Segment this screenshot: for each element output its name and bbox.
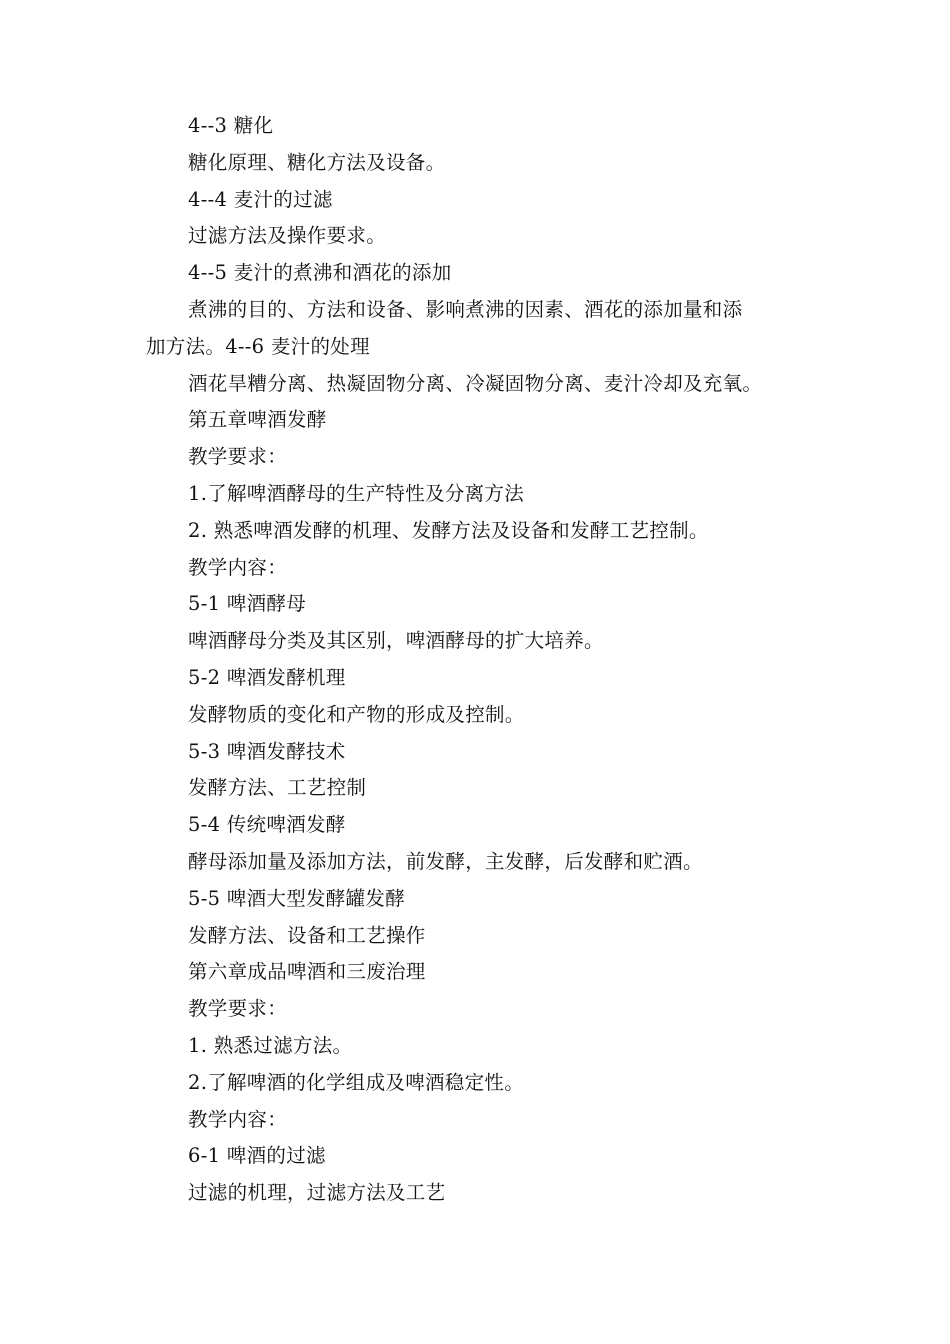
paragraph-text: 发酵方法、工艺控制 — [188, 776, 367, 800]
teaching-requirements-label: 教学要求： — [188, 445, 288, 469]
teaching-content-label: 教学内容： — [188, 555, 288, 579]
paragraph-text: 酵母添加量及添加方法，前发酵，主发酵，后发酵和贮酒。 — [188, 849, 703, 873]
paragraph-text: 过滤方法及操作要求。 — [188, 224, 387, 248]
teaching-requirements-label: 教学要求： — [188, 997, 288, 1021]
list-item: 1.了解啤酒酵母的生产特性及分离方法 — [188, 481, 525, 505]
section-heading-4-4: 4--4 麦汁的过滤 — [188, 187, 333, 211]
paragraph-text: 发酵方法、设备和工艺操作 — [188, 923, 426, 947]
paragraph-text: 发酵物质的变化和产物的形成及控制。 — [188, 702, 525, 726]
paragraph-text: 酒花旱糟分离、热凝固物分离、冷凝固物分离、麦汁冷却及充氧。 — [188, 371, 763, 395]
section-heading-5-3: 5-3 啤酒发酵技术 — [188, 739, 346, 763]
section-heading-5-4: 5-4 传统啤酒发酵 — [188, 813, 346, 837]
chapter-heading-6: 第六章成品啤酒和三废治理 — [188, 960, 426, 984]
paragraph-text: 过滤的机理，过滤方法及工艺 — [188, 1181, 446, 1205]
wrapped-paragraph — [146, 292, 826, 366]
paragraph-line-1: 煮沸的目的、方法和设备、影响煮沸的因素、酒花的添加量和添 — [188, 297, 743, 321]
list-item: 2.了解啤酒的化学组成及啤酒稳定性。 — [188, 1070, 525, 1094]
section-heading-4-3: 4--3 糖化 — [188, 114, 274, 137]
section-heading-5-2: 5-2 啤酒发酵机理 — [188, 665, 346, 689]
teaching-content-label: 教学内容： — [188, 1107, 288, 1131]
document-body — [146, 108, 826, 1212]
paragraph-text: 啤酒酵母分类及其区别，啤酒酵母的扩大培养。 — [188, 629, 604, 653]
section-heading-6-1: 6-1 啤酒的过滤 — [188, 1144, 326, 1168]
section-heading-5-1: 5-1 啤酒酵母 — [188, 592, 307, 616]
section-heading-4-5: 4--5 麦汁的煮沸和酒花的添加 — [188, 261, 452, 285]
chapter-heading-5: 第五章啤酒发酵 — [188, 408, 327, 432]
paragraph-text: 糖化原理、糖化方法及设备。 — [188, 150, 446, 174]
section-heading-5-5: 5-5 啤酒大型发酵罐发酵 — [188, 886, 406, 910]
paragraph-line-2: 加方法。4--6 麦汁的处理 — [146, 334, 370, 358]
list-item: 2. 熟悉啤酒发酵的机理、发酵方法及设备和发酵工艺控制。 — [188, 518, 709, 542]
list-item: 1. 熟悉过滤方法。 — [188, 1033, 353, 1057]
